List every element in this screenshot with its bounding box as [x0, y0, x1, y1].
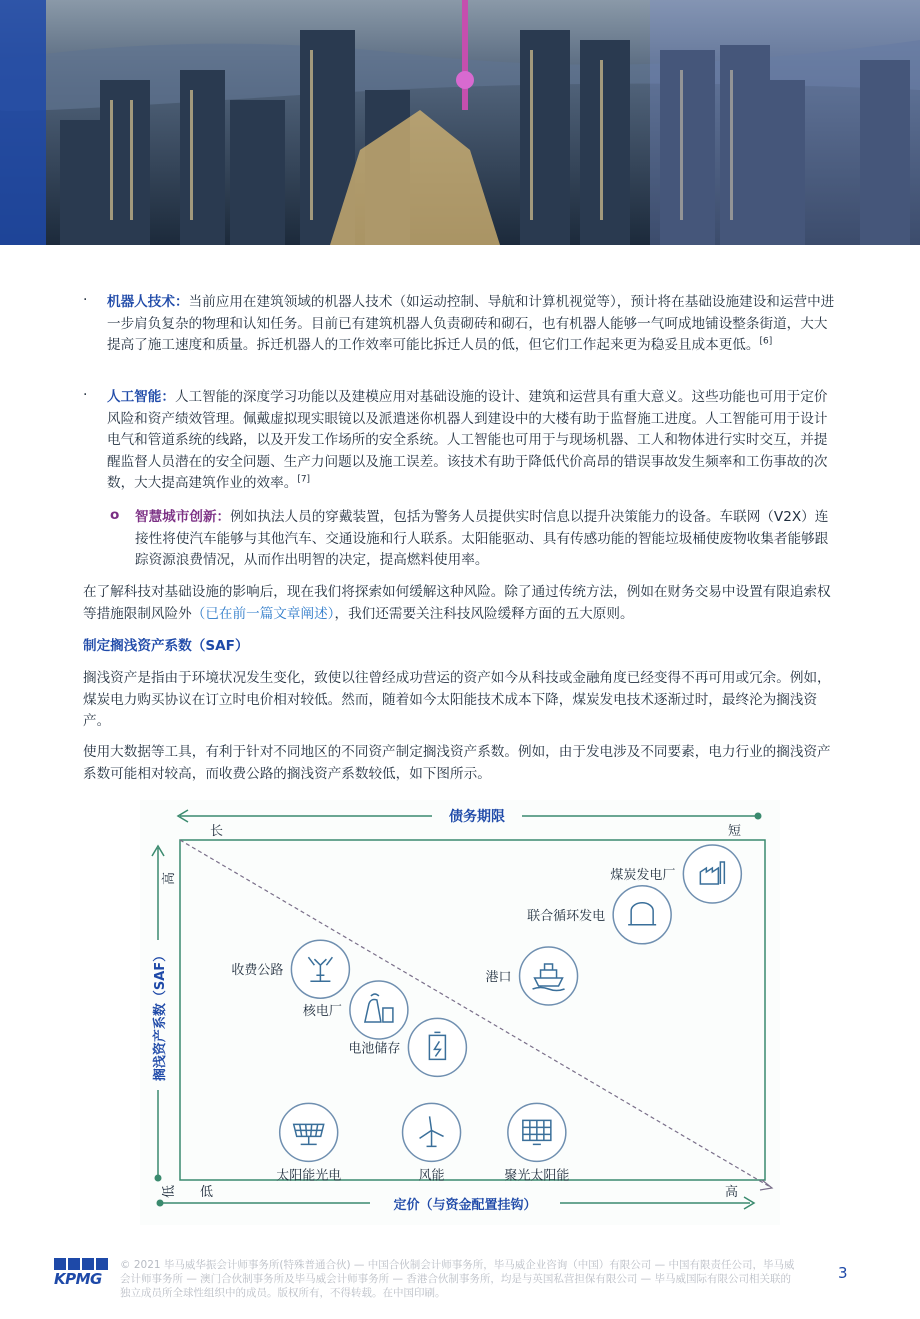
- section-heading: 制定搁浅资产系数（SAF）: [83, 638, 249, 654]
- y-axis-bottom-label: 低: [162, 1184, 177, 1198]
- bullet-dot: ·: [83, 292, 88, 308]
- bullet-text: 人工智能的深度学习功能以及建模应用对基础设施的设计、建筑和运营具有重大意义。这些功能也可用于定价风险和资产绩效管理。佩戴虚拟现实眼镜以及派遣迷你机器人到建设中的大楼有助于监督施工进度。人工智能可用于设计电气和管道系统的线路，以及开发工作场所的安全系统。人工智能也可用于与现场机器、工人和物体进行实时交互，并提醒监督人员潜在的安全问题、生产力问题以及施工误差。该技术有助于降低代价高昂的错误事故发生频率和工伤事故的次数，大大提高建筑作业的效率。: [107, 389, 828, 491]
- saf-chart: [140, 800, 780, 1225]
- sub-bullet-keyword: 智慧城市创新：: [135, 509, 231, 525]
- bullet-dot: ·: [83, 387, 88, 403]
- point-label: 电池储存: [348, 1041, 401, 1057]
- bullet-text: 当前应用在建筑领域的机器人技术（如运动控制、导航和计算机视觉等），预计将在基础设施建设和运营中进一步肩负复杂的物理和认知任务。目前已有建筑机器人负责砌砖和砌石，也有机器人能够一气呵成地铺设整条街道，大大提高了施工速度和质量。拆迁机器人的工作效率可能比拆迁人员的低，但它们工作起来更为稳妥且成本更低。: [107, 294, 835, 353]
- footer-copyright: © 2021 毕马威华振会计师事务所(特殊普通合伙) — 中国合伙制会计师事务所，毕马威企业咨询（中国）有限公司 — 中国有限责任公司，毕马威会计师事务所 — 澳门合伙制事务所及毕马威会计师事务所 — 香港合伙制事务所，均是与英国私营担保有限公司 — 毕马威国际有限公司相关联的独立成员所全球性组织中的成员。版权所有，不得转载。在中国印刷。: [120, 1259, 795, 1299]
- sub-bullet-smart-city: [135, 507, 839, 572]
- paragraph-text: 在了解科技对基础设施的影响后，现在我们将探索如何缓解这种风险。除了通过传统方法，例如在财务交易中设置有限追索权等措施限制风险外: [83, 584, 831, 622]
- point-circle: [520, 947, 578, 1005]
- point-label: 联合循环发电: [527, 908, 606, 924]
- paragraph-text: ，我们还需要关注科技风险缓释方面的五大原则。: [334, 605, 634, 622]
- kpmg-logo: [52, 1256, 112, 1292]
- point-label: 核电厂: [302, 1004, 342, 1019]
- x-axis-right-label: 高: [725, 1185, 739, 1200]
- bullet-robotics: [107, 292, 839, 357]
- point-circle: [408, 1018, 466, 1076]
- paragraph-stranded-assets: 搁浅资产是指由于环境状况发生变化，致使以往曾经成功营运的资产如今从科技或金融角度已经变得不再可用或冗余。例如，煤炭电力购买协议在订立时电价相对较低。然而，随着如今太阳能技术成本下降，煤炭发电技术逐渐过时，最终沦为搁浅资产。: [83, 670, 831, 729]
- hero-accent-bar: [0, 0, 46, 245]
- y-axis-top-label: 高: [162, 871, 177, 885]
- reference-marker: [7]: [297, 474, 311, 485]
- bullet-ai: [107, 387, 839, 495]
- point-label: 收费公路: [231, 963, 284, 979]
- top-axis-dot: [755, 813, 762, 820]
- x-axis-label: 定价（与资金配置挂钩）: [393, 1198, 537, 1213]
- paragraph-intro: [83, 582, 839, 625]
- x-axis-dot: [157, 1200, 164, 1207]
- previous-article-link[interactable]: （已在前一篇文章阐述）: [191, 605, 335, 622]
- chart-background: [140, 800, 780, 1225]
- top-axis-label: 债务期限: [449, 809, 505, 825]
- x-axis-left-label: 低: [200, 1185, 214, 1200]
- bullet-keyword: 机器人技术：: [107, 294, 189, 310]
- y-axis-label: 搁浅资产系数（SAF）: [153, 948, 168, 1082]
- reference-marker: [6]: [759, 336, 773, 347]
- point-label: 聚光太阳能: [504, 1168, 570, 1184]
- y-axis-dot: [155, 1175, 162, 1182]
- sub-bullet-text: 例如执法人员的穿戴装置，包括为警务人员提供实时信息以提升决策能力的设备。车联网（V2X）连接性将使汽车能够与其他汽车、交通设施和行人联系。太阳能驱动、具有传感功能的智能垃圾桶使废物收集者能够跟踪资源浪费情况，从而作出明智的决定，提高燃料使用率。: [135, 509, 829, 568]
- kpmg-logo-text: KPMG: [54, 1270, 102, 1288]
- sub-bullet-marker: o: [110, 507, 120, 523]
- point-label: 风能: [418, 1168, 445, 1184]
- top-axis-right-label: 短: [728, 824, 742, 839]
- bullet-keyword: 人工智能：: [107, 389, 175, 405]
- top-axis-left-label: 长: [210, 824, 224, 839]
- page-number: 3: [838, 1264, 848, 1282]
- hero-image: [0, 0, 920, 245]
- chart-point-7: [276, 1103, 341, 1183]
- point-circle: [683, 845, 741, 903]
- chart-point-9: [504, 1103, 569, 1183]
- paragraph-big-data: 使用大数据等工具，有利于针对不同地区的不同资产制定搁浅资产系数。例如，由于发电涉及不同要素，电力行业的搁浅资产系数可能相对较高，而收费公路的搁浅资产系数较低，如下图所示。: [83, 744, 831, 782]
- point-circle: [280, 1103, 338, 1161]
- point-label: 煤炭发电厂: [610, 868, 676, 883]
- point-label: 港口: [485, 970, 512, 985]
- point-label: 太阳能光电: [276, 1168, 342, 1184]
- point-circle: [613, 886, 671, 944]
- hero-tint-overlay: [650, 0, 920, 245]
